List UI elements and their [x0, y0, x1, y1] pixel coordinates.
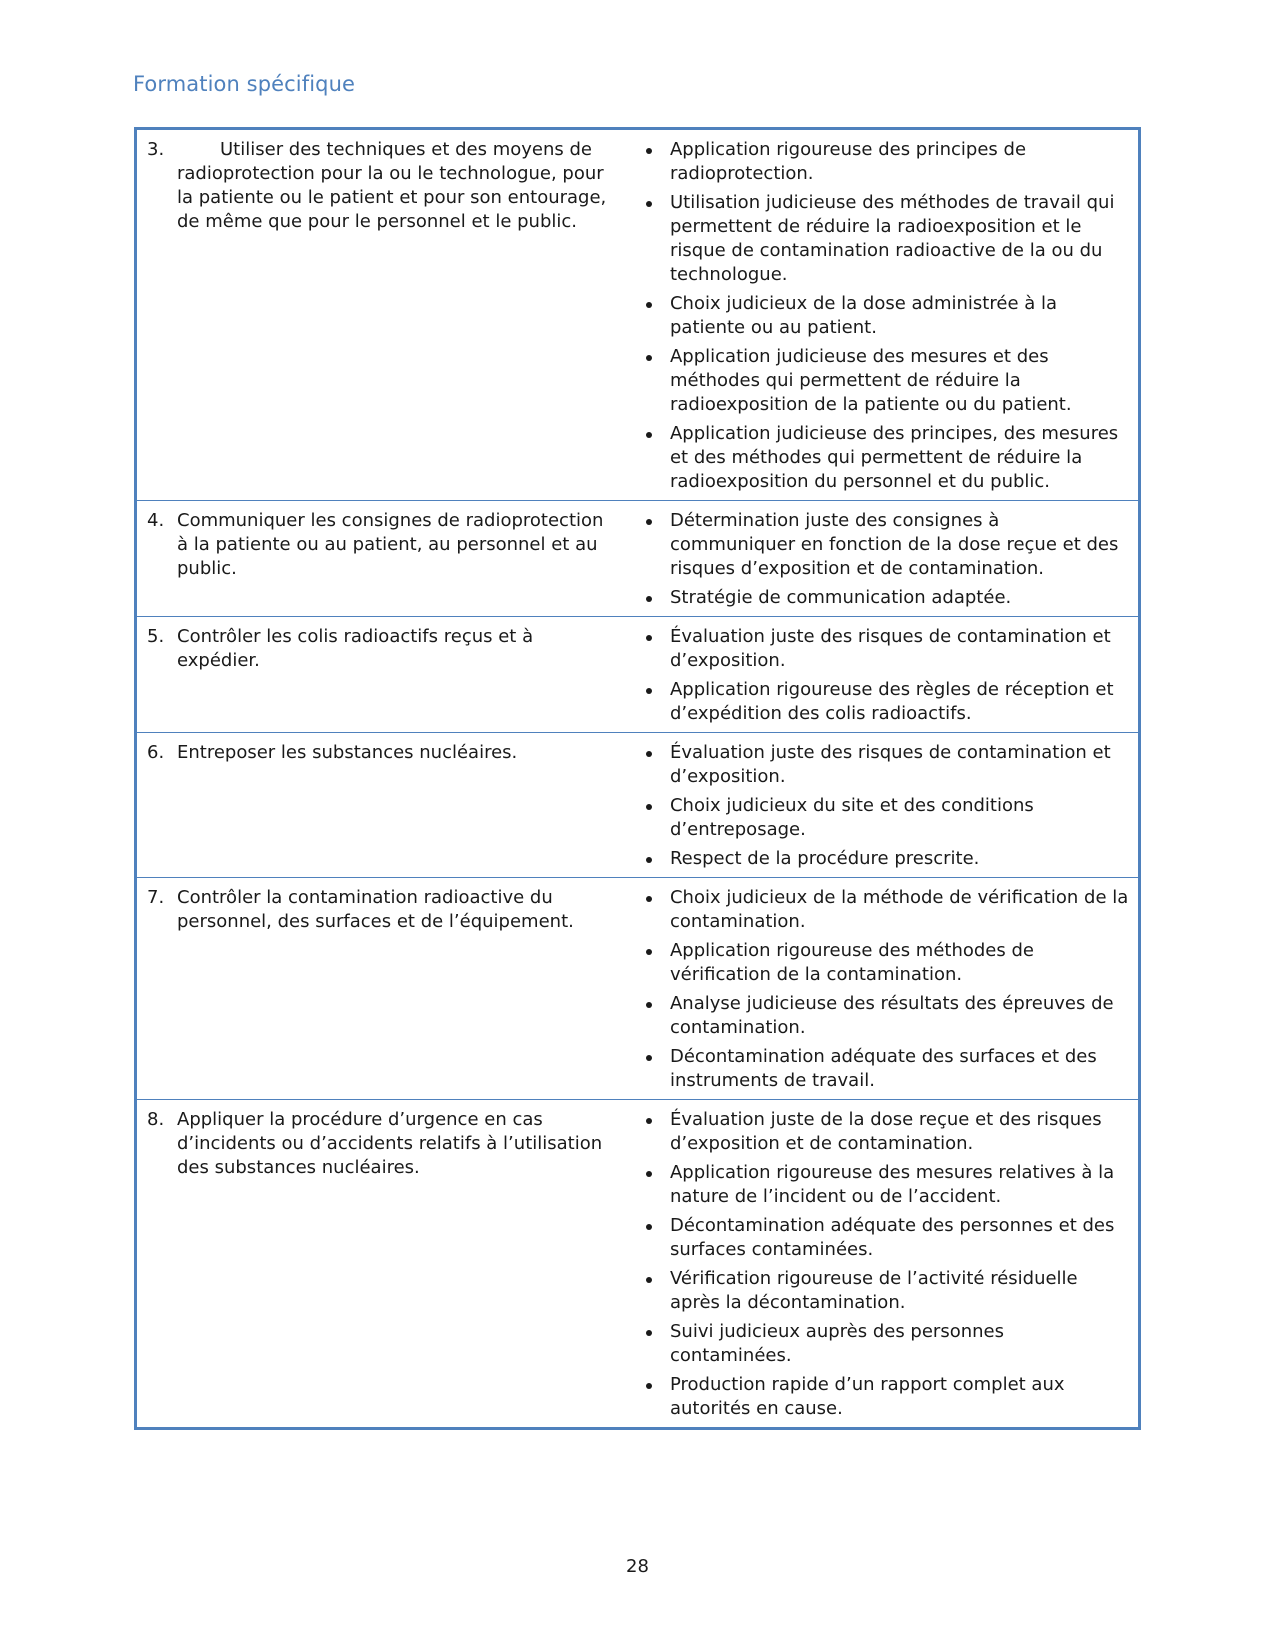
criteria-cell — [634, 617, 1140, 733]
bullet-icon — [634, 992, 670, 1040]
table-row — [136, 129, 1140, 501]
criteria-list — [634, 138, 1130, 494]
list-item — [634, 292, 1130, 340]
bullet-icon — [634, 422, 670, 494]
criterion-text: Évaluation juste des risques de contamination et d’exposition. — [669, 742, 1111, 787]
list-item — [634, 794, 1130, 842]
list-item — [634, 509, 1130, 581]
criterion-text: Application rigoureuse des règles de réception et d’expédition des colis radioactifs. — [669, 679, 1114, 724]
bullet-icon — [634, 1214, 670, 1262]
criteria-list — [634, 1108, 1130, 1421]
criteria-cell — [634, 501, 1140, 617]
bullet-icon — [634, 741, 670, 789]
criterion-text: Choix judicieux de la dose administrée à la patiente ou au patient. — [669, 293, 1058, 338]
criterion-text: Évaluation juste des risques de contamination et d’exposition. — [669, 626, 1111, 671]
criterion-text: Utilisation judicieuse des méthodes de travail qui permettent de réduire la radioexposition et le risque de contamination radioactive de la ou du technologue. — [669, 192, 1115, 285]
element-statement — [147, 741, 620, 765]
criterion-text: Suivi judicieux auprès des personnes contaminées. — [669, 1321, 1004, 1366]
table-row — [136, 501, 1140, 617]
element-number: 3. — [147, 139, 165, 160]
criterion-text: Analyse judicieuse des résultats des épreuves de contamination. — [669, 993, 1114, 1038]
element-text: Communiquer les consignes de radioprotection à la patiente ou au patient, au personnel et au public. — [177, 510, 604, 579]
element-text: Contrôler les colis radioactifs reçus et à expédier. — [177, 626, 534, 671]
criteria-list — [634, 886, 1130, 1093]
element-cell — [136, 1100, 634, 1429]
element-cell — [136, 501, 634, 617]
list-item — [634, 678, 1130, 726]
element-statement — [147, 138, 620, 234]
list-item — [634, 191, 1130, 287]
list-item — [634, 1214, 1130, 1262]
bullet-icon — [634, 847, 670, 871]
list-item — [634, 1045, 1130, 1093]
list-item — [634, 586, 1130, 610]
bullet-icon — [634, 794, 670, 842]
list-item — [634, 741, 1130, 789]
element-statement — [147, 509, 620, 581]
criterion-text: Évaluation juste de la dose reçue et des risques d’exposition et de contamination. — [669, 1109, 1102, 1154]
criterion-text: Application judicieuse des principes, des mesures et des méthodes qui permettent de réduire la radioexposition du personnel et du public. — [669, 423, 1119, 492]
criterion-text: Application judicieuse des mesures et des méthodes qui permettent de réduire la radioexposition de la patiente ou du patient. — [669, 346, 1072, 415]
element-number: 7. — [147, 887, 165, 908]
bullet-icon — [634, 1373, 670, 1421]
element-number: 8. — [147, 1109, 165, 1130]
bullet-icon — [634, 191, 670, 287]
bullet-icon — [634, 625, 670, 673]
bullet-icon — [634, 678, 670, 726]
criteria-list — [634, 509, 1130, 610]
criteria-cell — [634, 878, 1140, 1100]
list-item — [634, 1320, 1130, 1368]
element-number: 6. — [147, 742, 165, 763]
criterion-text: Stratégie de communication adaptée. — [669, 587, 1012, 608]
element-statement — [147, 886, 620, 934]
bullet-icon — [634, 509, 670, 581]
criteria-cell — [634, 1100, 1140, 1429]
list-item — [634, 625, 1130, 673]
criteria-table — [134, 127, 1141, 1430]
criterion-text: Application rigoureuse des mesures relatives à la nature de l’incident ou de l’accident. — [669, 1162, 1115, 1207]
bullet-icon — [634, 1045, 670, 1093]
criterion-text: Production rapide d’un rapport complet aux autorités en cause. — [669, 1374, 1065, 1419]
bullet-icon — [634, 886, 670, 934]
criteria-table-body — [136, 129, 1140, 1429]
table-row — [136, 1100, 1140, 1429]
list-item — [634, 422, 1130, 494]
bullet-icon — [634, 1108, 670, 1156]
criteria-cell — [634, 733, 1140, 878]
element-text: Entreposer les substances nucléaires. — [177, 742, 518, 763]
list-item — [634, 886, 1130, 934]
element-text: Appliquer la procédure d’urgence en cas d’incidents ou d’accidents relatifs à l’utilisation des substances nucléaires. — [177, 1109, 603, 1178]
criterion-text: Application rigoureuse des principes de radioprotection. — [669, 139, 1027, 184]
element-text: Utiliser des techniques et des moyens de radioprotection pour la ou le technologue, pour la patiente ou le patient et pour son entourage, de même que pour le personnel et le public. — [177, 139, 607, 232]
element-statement — [147, 625, 620, 673]
element-text: Contrôler la contamination radioactive du personnel, des surfaces et de l’équipement. — [177, 887, 574, 932]
criterion-text: Application rigoureuse des méthodes de vérification de la contamination. — [669, 940, 1034, 985]
table-row — [136, 878, 1140, 1100]
section-title: Formation spécifique — [133, 72, 356, 96]
bullet-icon — [634, 586, 670, 610]
criterion-text: Choix judicieux du site et des conditions d’entreposage. — [669, 795, 1034, 840]
element-cell — [136, 733, 634, 878]
list-item — [634, 939, 1130, 987]
criterion-text: Décontamination adéquate des personnes et des surfaces contaminées. — [669, 1215, 1115, 1260]
criteria-list — [634, 741, 1130, 871]
list-item — [634, 847, 1130, 871]
criterion-text: Choix judicieux de la méthode de vérification de la contamination. — [669, 887, 1129, 932]
list-item — [634, 1267, 1130, 1315]
bullet-icon — [634, 1161, 670, 1209]
list-item — [634, 992, 1130, 1040]
list-item — [634, 345, 1130, 417]
list-item — [634, 1161, 1130, 1209]
element-cell — [136, 617, 634, 733]
element-cell — [136, 129, 634, 501]
list-item — [634, 138, 1130, 186]
element-number: 4. — [147, 510, 165, 531]
element-cell — [136, 878, 634, 1100]
criteria-list — [634, 625, 1130, 726]
criteria-cell — [634, 129, 1140, 501]
element-statement — [147, 1108, 620, 1180]
list-item — [634, 1373, 1130, 1421]
bullet-icon — [634, 345, 670, 417]
criterion-text: Décontamination adéquate des surfaces et des instruments de travail. — [669, 1046, 1097, 1091]
bullet-icon — [634, 1320, 670, 1368]
table-row — [136, 617, 1140, 733]
bullet-icon — [634, 1267, 670, 1315]
bullet-icon — [634, 939, 670, 987]
table-row — [136, 733, 1140, 878]
bullet-icon — [634, 292, 670, 340]
criterion-text: Respect de la procédure prescrite. — [669, 848, 980, 869]
criterion-text: Vérification rigoureuse de l’activité résiduelle après la décontamination. — [669, 1268, 1078, 1313]
page-number: 28 — [626, 1556, 649, 1577]
element-number: 5. — [147, 626, 165, 647]
bullet-icon — [634, 138, 670, 186]
criterion-text: Détermination juste des consignes à communiquer en fonction de la dose reçue et des risques d’exposition et de contamination. — [669, 510, 1119, 579]
list-item — [634, 1108, 1130, 1156]
